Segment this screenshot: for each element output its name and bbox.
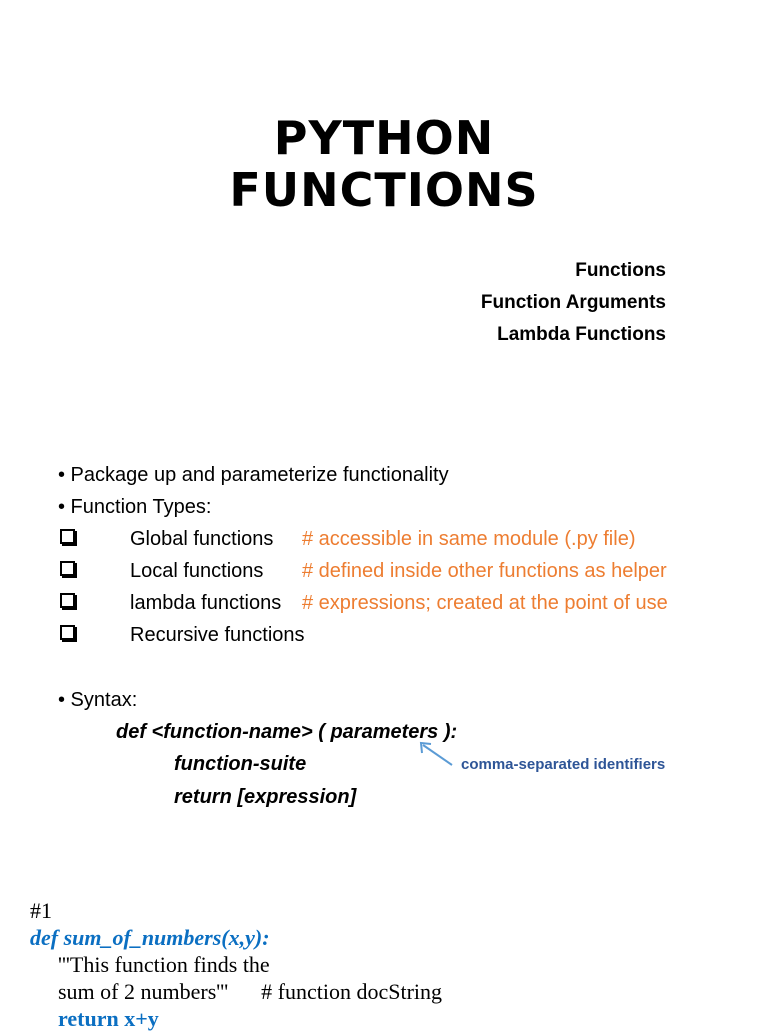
code-return-line: return x+y — [58, 1006, 159, 1031]
topic-item: Function Arguments — [480, 292, 666, 313]
syntax-def-line: def <function-name> ( parameters ): — [116, 721, 458, 743]
topic-item: Lambda Functions — [497, 324, 666, 345]
code-docstring-line-1: '''This function finds the — [58, 952, 270, 977]
function-type-comment: # defined inside other functions as helper — [302, 560, 667, 582]
function-type-name: Recursive functions — [130, 624, 305, 646]
arrow-icon — [418, 740, 458, 770]
topic-item: Functions — [575, 260, 666, 281]
bullet-package: • Package up and parameterize functionality — [58, 464, 449, 486]
checkbox-icon — [60, 593, 75, 608]
code-docstring-line-2: sum of 2 numbers''' # function docString — [58, 979, 443, 1004]
topic-list — [481, 255, 666, 351]
checkbox-icon — [60, 561, 75, 576]
syntax-suite-line: function-suite — [174, 753, 307, 775]
function-type-name: Local functions — [130, 560, 264, 582]
title-line-1: PYTHON — [273, 111, 495, 165]
function-type-comment: # expressions; created at the point of use — [302, 592, 668, 614]
parameters-annotation: comma-separated identifiers — [461, 756, 666, 773]
function-type-name: Global functions — [130, 528, 274, 550]
syntax-return-line: return [expression] — [174, 786, 357, 808]
code-def-line: def sum_of_numbers(x,y): — [30, 925, 270, 950]
checkbox-icon — [60, 625, 75, 640]
code-label: #1 — [30, 898, 52, 923]
function-type-comment: # accessible in same module (.py file) — [302, 528, 636, 550]
bullet-syntax: • Syntax: — [58, 689, 138, 711]
title-line-2: FUNCTIONS — [229, 163, 539, 217]
checkbox-icon — [60, 529, 75, 544]
bullet-function-types: • Function Types: — [58, 496, 212, 518]
page-title — [0, 112, 768, 216]
function-type-name: lambda functions — [130, 592, 282, 614]
